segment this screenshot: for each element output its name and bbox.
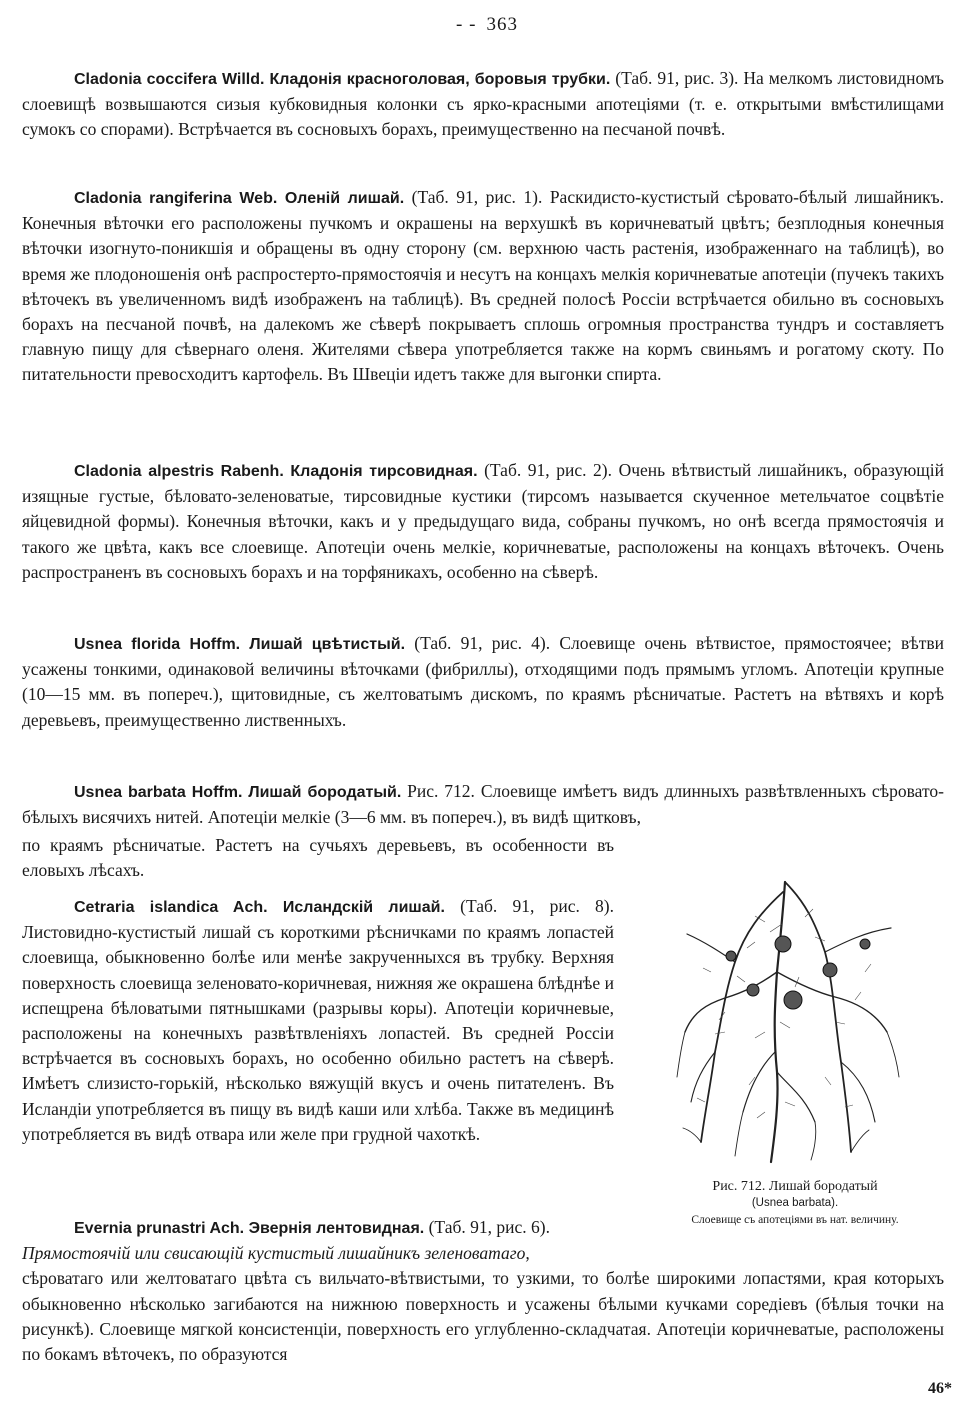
entry-usnea-barbata — [22, 779, 944, 830]
entry-text: (Таб. 91, рис. 1). Раскидисто-кустистый сѣровато-бѣлый лишайникъ. Конечныя вѣточки его расположены пучкомъ и окрашены на верхушкѣ въ коричневатый цвѣтъ; безплодныя конечныя вѣточки изогнуто-поникшія и обращены въ одну сторону (см. верхнюю часть растенія, изображеннаго на таблицѣ), во время же плодоношенія онѣ распростерто-прямостоячія и несутъ на концахъ мелкія коричневатые апотеціи (пучекъ такихъ вѣточекъ въ увеличенномъ видѣ изображенъ на таблицѣ). Въ средней полосѣ Россіи встрѣчается обильно въ сосновыхъ борахъ на песчаной почвѣ, на далекомъ же сѣверѣ покрываетъ сплошь огромныя пространства тундръ и составляетъ главную пищу для сѣвернаго оленя. Жителями сѣвера употребляется также на кормъ свиньямъ и рогатому скоту. По питательности превосходитъ картофель. Въ Швеціи идетъ также для выгонки спирта. — [22, 187, 945, 385]
entry-text: (Таб. 91, рис. 6). — [424, 1217, 550, 1237]
entry-text: (Таб. 91, рис. 8). Листовидно-кустистый лишай съ короткими рѣсничками по краямъ лопастей слоевища, обыкновенно болѣе или менѣе закрученныхся въ трубку. Верхняя поверхность слоевища зеленовато-коричневая, нижняя же окрашена блѣднѣе и испещрена бѣловатыми пятнышками (разрывы коры). Апотеціи коричневые, расположены на конечныхъ развѣтвленіяхъ лопастей. Въ средней Россіи встрѣчается въ сосновыхъ борахъ, но особенно обильно растетъ на сѣверѣ. Имѣетъ слизисто-горькій, нѣсколько вяжущій вкусъ и очень питателенъ. Въ Исландіи употребляется въ пищу въ видѣ каши или хлѣба. Также въ медицинѣ употребляется въ видѣ отвара или желе при грудной чахоткѣ. — [22, 896, 614, 1144]
entry-usnea-florida — [22, 631, 944, 733]
entry-text-continued: сѣроватаго или желтоватаго цвѣта съ вильчато-вѣтвистыми, то узкими, то болѣе широкими лопастями, края которыхъ обыкновенно нѣсколько загибаются на нижнюю поверхность и усажены бѣлыми кучками соредіевъ (бѣлыя точки на рисункѣ). Слоевище мягкой консистенціи, поверхность его углубленно-складчатая. Апотеціи коричневатые, расположены по бокамъ вѣточекъ, по образуются — [22, 1268, 944, 1365]
entry-name: Usnea florida Hoffm. Лишай цвѣтистый. — [74, 636, 406, 653]
figure-712 — [652, 872, 938, 1229]
page-number-dashes: - - — [456, 14, 477, 35]
entry-name: Cetraria islandica Ach. Исландскій лишай. — [74, 899, 445, 916]
entry-text: (Таб. 91, рис. 2). Очень вѣтвистый лишайникъ, образующій изящные густые, бѣловато-зеленоватые, тирсовидные кустики (тирсомъ называется скученное метельчатое соцвѣтіе яйцевидной формы). Конечныя вѣточки, какъ и у предыдущаго вида, собраны пучкомъ, но онѣ всегда прямостоячія и такого же цвѣта, какъ все слоевище. Апотеціи очень мелкіе, коричневатые, расположены на концахъ вѣточекъ. Очень распространенъ въ сосновыхъ борахъ и на торфяникахъ, особенно на сѣверѣ. — [22, 460, 945, 582]
figure-caption — [652, 1178, 938, 1229]
entry-text: Рис. 712. Слоевище имѣетъ видъ длинныхъ развѣтвленныхъ сѣровато-бѣлыхъ висячихъ нитей. Апотеціи мелкіе (3—6 мм. въ попереч.), въ видѣ щитковъ, — [22, 781, 944, 828]
entry-cetraria-islandica — [22, 894, 614, 1147]
entry-name: Usnea barbata Hoffm. Лишай бородатый. — [74, 784, 402, 801]
caption-latin: (Usnea barbata). — [751, 1197, 839, 1209]
entry-name: Cladonia alpestris Rabenh. Кладонія тирсовидная. — [74, 463, 478, 480]
entry-usnea-barbata-continued — [22, 833, 614, 883]
entry-name: Cladonia rangiferina Web. Олeній лишай. — [74, 190, 405, 207]
entry-name: Cladonia coccifera Willd. Кладонія красноголовая, боровыя трубки. — [74, 71, 611, 88]
entry-text: (Таб. 91, рис. 4). Слоевище очень вѣтвистое, прямостоячее; вѣтви усажены тонкими, одинаковой величины вѣточками (фибриллы), отходящими подъ прямымъ угломъ. Апотеціи крупные (10—15 мм. въ попереч.), щитовидные, съ желтоватымъ дискомъ, по краямъ рѣсничатые. Растетъ на вѣтвяхъ и корѣ деревьевъ, преимущественно лиственныхъ. — [22, 633, 945, 730]
entry-text-italic: Прямостоячій или свисающій кустистый лишайникъ зеленоватаго, — [22, 1243, 530, 1264]
sheet-signature: 46* — [928, 1380, 952, 1397]
page-number — [0, 14, 974, 36]
entry-text: по краямъ рѣсничатые. Растетъ на сучьяхъ деревьевъ, въ особенности въ еловыхъ лѣсахъ. — [22, 835, 614, 881]
usnea-barbata-illustration — [665, 872, 925, 1172]
caption-title: Рис. 712. Лишай бородатый — [712, 1179, 878, 1194]
entry-evernia-prunastri — [22, 1215, 944, 1367]
page-number-value: 363 — [486, 14, 518, 35]
entry-cladonia-alpestris — [22, 458, 944, 585]
entry-cladonia-rangiferina — [22, 185, 944, 388]
entry-name: Evernia prunastri Ach. Эвернія лентовидная. — [74, 1220, 425, 1237]
entry-text: (Таб. 91, рис. 3). На мелкомъ листовидномъ слоевищѣ возвышаются сизыя кубковидныя колонки съ ярко-красными апотеціями (т. е. открытыми вмѣстилищами сумокъ со спорами). Встрѣчается въ сосновыхъ борахъ, преимущественно на песчаной почвѣ. — [22, 68, 944, 140]
caption-subtext: Слоевище съ апотеціями въ нат. величину. — [691, 1214, 899, 1226]
entry-cladonia-coccifera — [22, 66, 944, 143]
